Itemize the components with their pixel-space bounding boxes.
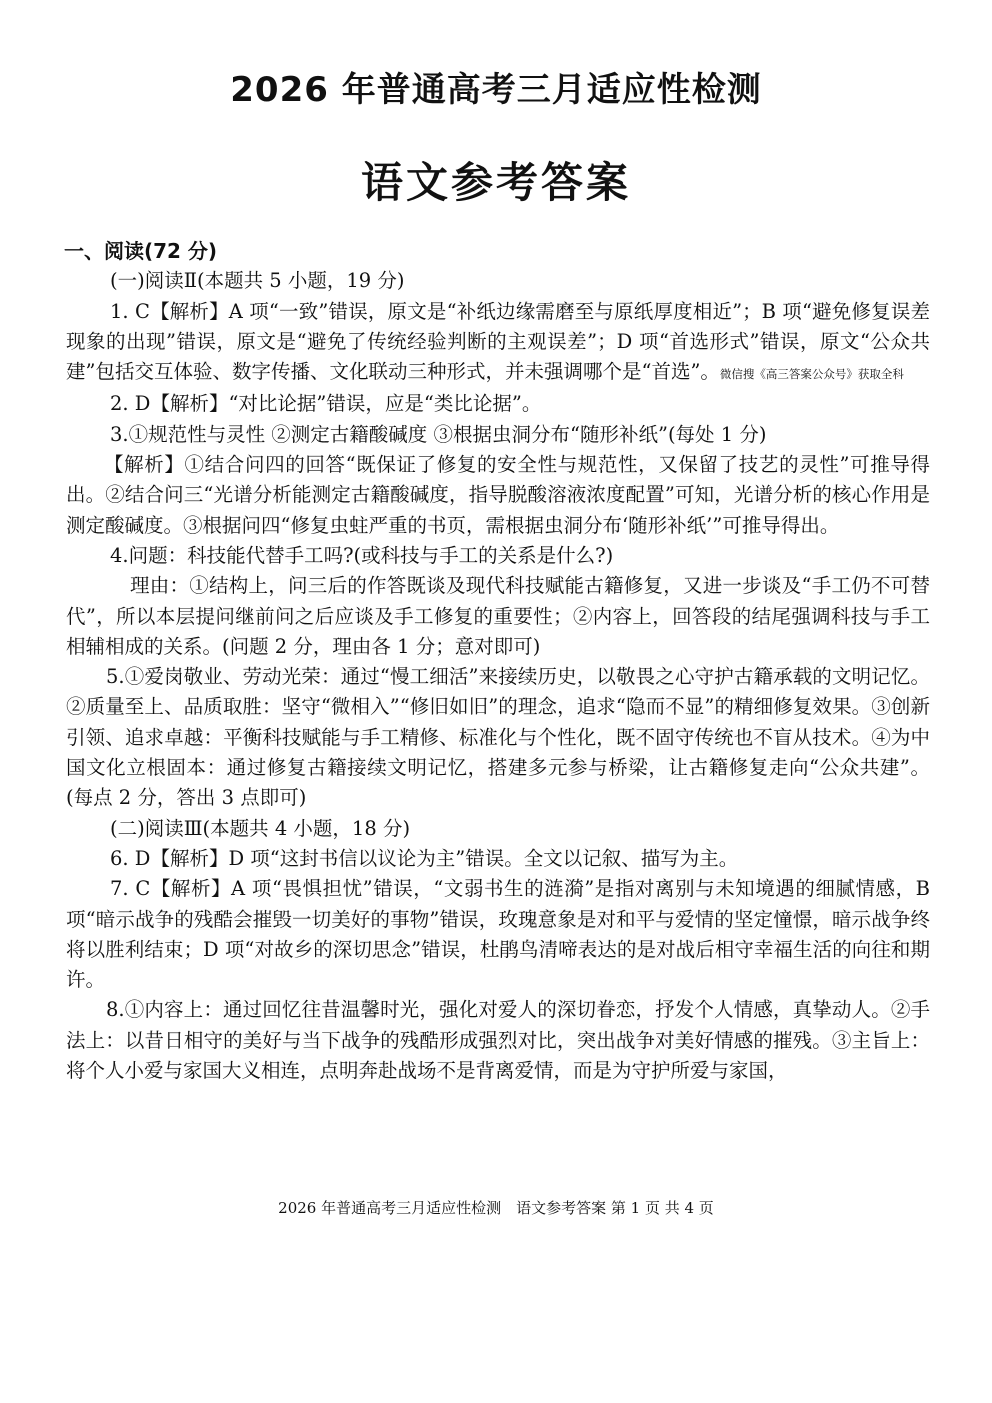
exam-title: 2026 年普通高考三月适应性检测 [230,70,762,110]
page-footer: 2026 年普通高考三月适应性检测 语文参考答案 第 1 页 共 4 页 [278,1199,714,1217]
watermark-note: 微信搜《高三答案公众号》获取全科 [719,367,904,382]
answer-q5: 5.①爱岗敬业、劳动光荣：通过“慢工细活”来接续历史，以敬畏之心守护古籍承载的文明记忆。②质量至上、品质取胜：坚守“微相入”“修旧如旧”的理念，追求“隐而不显”的精细修复效果。③创新引领、追求卓越：平衡科技赋能与手工精修、标准化与个性化，既不固守传统也不盲从技术。④为中国文化立根固本：通过修复古籍接续文明记忆，搭建多元参与桥梁，让古籍修复走向“公众共建”。(每点 2 分，答出 3 点即可) [66,665,930,810]
answer-q1: 1. C【解析】A 项“一致”错误，原文是“补纸边缘需磨至与原纸厚度相近”；B 项“避免修复误差现象的出现”错误，原文是“避免了传统经验判断的主观误差”；D 项“首选形式”错误，原文“公众共建”包括交互体验、数字传播、文化联动三种形式，并未强调哪个是“首选”。微信搜《高三答案公众号》获取全科 [66,299,930,384]
answer-q4: 4.问题：科技能代替手工吗?(或科技与手工的关系是什么?) [110,543,614,567]
part1-heading: (一)阅读Ⅱ(本题共 5 小题，19 分) [110,269,405,293]
document-subtitle: 语文参考答案 [360,158,631,207]
answer-q3: 3.①规范性与灵性 ②测定古籍酸碱度 ③根据虫洞分布“随形补纸”(每处 1 分) [110,422,767,446]
part2-heading: (二)阅读Ⅲ(本题共 4 小题，18 分) [110,816,411,840]
answer-q8: 8.①内容上：通过回忆往昔温馨时光，强化对爱人的深切眷恋，抒发个人情感，真挚动人。②手法上：以昔日相守的美好与当下战争的残酷形成强烈对比，突出战争对美好情感的摧残。③主旨上：将个人小爱与家国大义相连，点明奔赴战场不是背离爱情，而是为守护所爱与家国， [66,998,930,1083]
answer-body [66,236,930,1086]
section-heading: 一、阅读(72 分) [64,239,218,263]
answer-q7: 7. C【解析】A 项“畏惧担忧”错误，“文弱书生的涟漪”是指对离别与未知境遇的细腻情感，B 项“暗示战争的残酷会摧毁一切美好的事物”错误，玫瑰意象是对和平与爱情的坚定憧憬，暗示战争终将以胜利结束；D 项“对故乡的深切思念”错误，杜鹃鸟清啼表达的是对战后相守幸福生活的向往和期许。 [66,877,930,992]
answer-q6: 6. D【解析】D 项“这封书信以议论为主”错误。全文以记叙、描写为主。 [110,846,739,870]
answer-q3-analysis: 【解析】①结合问四的回答“既保证了修复的安全性与规范性，又保留了技艺的灵性”可推导得出。②结合问三“光谱分析能测定古籍酸碱度，指导脱酸溶液浓度配置”可知，光谱分析的核心作用是测定酸碱度。③根据问四“修复虫蛀严重的书页，需根据虫洞分布‘随形补纸’”可推导得出。 [66,453,930,537]
answer-q4-reason: 理由：①结构上，问三后的作答既谈及现代科技赋能古籍修复，又进一步谈及“手工仍不可替代”，所以本层提问继前问之后应谈及手工修复的重要性；②内容上，回答段的结尾强调科技与手工相辅相成的关系。(问题 2 分，理由各 1 分；意对即可) [66,574,930,658]
answer-q2: 2. D【解析】“对比论据”错误，应是“类比论据”。 [110,392,542,416]
